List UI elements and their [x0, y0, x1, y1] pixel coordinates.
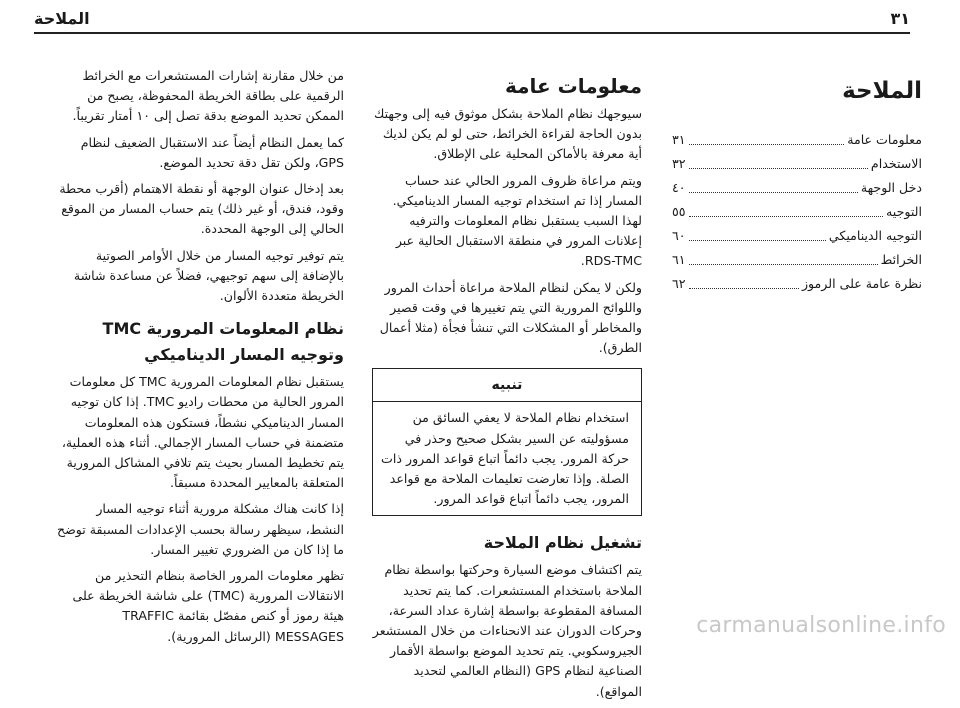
general-info-column — [372, 66, 642, 708]
warning-heading: تنبيه — [373, 369, 641, 402]
toc-item-page: ٤٠ — [672, 180, 686, 195]
toc-item[interactable] — [672, 128, 922, 152]
body-paragraph: ولكن لا يمكن لنظام الملاحة مراعاة أحداث المرور واللوائح المرورية التي يتم تغييرها في وقت قصير والمخاطر أو المشكلات التي تنشأ فجأة (مثلا أعمال الطرق). — [379, 279, 642, 356]
section-title-general: معلومات عامة — [504, 74, 642, 98]
body-paragraph: يتم توفير توجيه المسار من خلال الأوامر الصوتية بالإضافة إلى سهم توجيهي، فضلاً عن مساعدة شاشة الخريطة متعددة الألوان. — [73, 247, 344, 304]
toc-leader-dots — [689, 288, 799, 289]
toc-leader-dots — [689, 144, 845, 145]
toc-leader-dots — [689, 264, 878, 265]
navigation-details-column — [54, 66, 344, 653]
toc-item-title: الخرائط — [880, 252, 922, 267]
toc-item-title: معلومات عامة — [847, 132, 922, 147]
body-paragraph: من خلال مقارنة إشارات المستشعرات مع الخرائط الرقمية على بطاقة الخريطة المحفوظة، يصبح من الممكن تحديد الموضع بدقة تصل إلى ١٠ أمتار تقريباً. — [72, 68, 344, 124]
header-page-number: ٣١ — [890, 9, 910, 28]
toc-item[interactable] — [672, 272, 922, 296]
toc-item-page: ٦٢ — [672, 276, 686, 291]
toc-leader-dots — [689, 240, 826, 241]
table-of-contents — [672, 128, 922, 296]
warning-body: استخدام نظام الملاحة لا يعفي السائق من مسؤوليته عن السير بشكل صحيح وحذر في حركة المرور. يجب دائماً اتباع قواعد المرور ذات الصلة. وإذا تعارضت تعليمات الملاحة مع قواعد المرور، يجب دائماً اتباع قواعد المرور. — [381, 410, 629, 507]
body-paragraph: ويتم مراعاة ظروف المرور الحالي عند حساب المسار إذا تم استخدام توجيه المسار الديناميكي. لهذا السبب يستقبل نظام المعلومات والترفيه إعلانات المرور في منطقة الاستقبال الحالية عبر RDS-TMC. — [392, 172, 642, 269]
toc-item-page: ٦٠ — [672, 228, 686, 243]
toc-item-title: الاستخدام — [870, 156, 922, 171]
toc-item-title: نظرة عامة على الرموز — [801, 276, 922, 291]
page-header — [34, 0, 910, 34]
toc-leader-dots — [689, 192, 858, 193]
section-title-operation: تشغيل نظام الملاحة — [483, 533, 642, 553]
toc-leader-dots — [689, 216, 883, 217]
body-paragraph: يستقبل نظام المعلومات المرورية TMC كل معلومات المرور الحالية من محطات راديو TMC. إذا كان توجيه المسار الديناميكي نشطاً، فستكون هذه المعلومات متضمنة في حساب المسار الإجمالي. أثناء هذه العملية، يتم تخطيط المسار بحيث يتم تلافي المشاكل المرورية المتعلقة بالمعايير المحددة مسبقاً. — [61, 374, 344, 491]
toc-item[interactable] — [672, 176, 922, 200]
body-paragraph: سيوجهك نظام الملاحة بشكل موثوق فيه إلى وجهتك بدون الحاجة لقراءة الخرائط، حتى لو لم يكن لديك أية معرفة بالأماكن المحلية على الإطلاق. — [374, 106, 642, 162]
toc-item-title: التوجيه — [886, 204, 922, 219]
body-paragraph: إذا كانت هناك مشكلة مرورية أثناء توجيه المسار النشط، سيظهر رسالة بحسب الإعدادات المسبقة توضح ما إذا كان من الضروري تغيير المسار. — [56, 501, 344, 557]
toc-item-title: دخل الوجهة — [860, 180, 922, 195]
toc-item[interactable] — [672, 200, 922, 224]
toc-leader-dots — [689, 168, 868, 169]
body-paragraph: بعد إدخال عنوان الوجهة أو نقطة الاهتمام (أقرب محطة وقود، فندق، أو غير ذلك) يتم حساب المسار من الموقع الحالي إلى الوجهة المحددة. — [59, 181, 344, 237]
toc-column — [672, 66, 922, 296]
header-title: الملاحة — [34, 9, 90, 28]
toc-item-page: ٣١ — [672, 132, 686, 147]
toc-item-page: ٦١ — [672, 252, 686, 267]
toc-item[interactable] — [672, 152, 922, 176]
body-paragraph: يتم اكتشاف موضع السيارة وحركتها بواسطة نظام الملاحة باستخدام المستشعرات. كما يتم تحديد المسافة المقطوعة بواسطة إشارة عداد السرعة، وحركات الدوران عند الانحناءات من خلال المستشعر الجيروسكوبي. يتم تحديد الموضع بواسطة الأقمار الصناعية لنظام GPS (النظام العالمي لتحديد المواقع). — [372, 562, 642, 699]
toc-item[interactable] — [672, 224, 922, 248]
body-paragraph: كما يعمل النظام أيضاً عند الاستقبال الضعيف لنظام GPS، ولكن تقل دقة تحديد الموضع. — [80, 134, 344, 170]
watermark: carmanualsonline.info — [696, 613, 946, 638]
warning-box — [372, 368, 642, 516]
toc-item-title: التوجيه الديناميكي — [828, 228, 922, 243]
toc-item-page: ٣٢ — [672, 156, 686, 171]
toc-item[interactable] — [672, 248, 922, 272]
body-paragraph: تظهر معلومات المرور الخاصة بنظام التحذير من الانتقالات المرورية (TMC) على شاشة الخريطة على هيئة رموز أو كنص مفصّل بقائمة TRAFFIC MESSAGES (الرسائل المرورية). — [72, 568, 344, 644]
section-title-tmc: نظام المعلومات المرورية TMC وتوجيه المسار الديناميكي — [102, 319, 344, 365]
toc-item-page: ٥٥ — [672, 204, 686, 219]
chapter-title: الملاحة — [842, 78, 922, 104]
